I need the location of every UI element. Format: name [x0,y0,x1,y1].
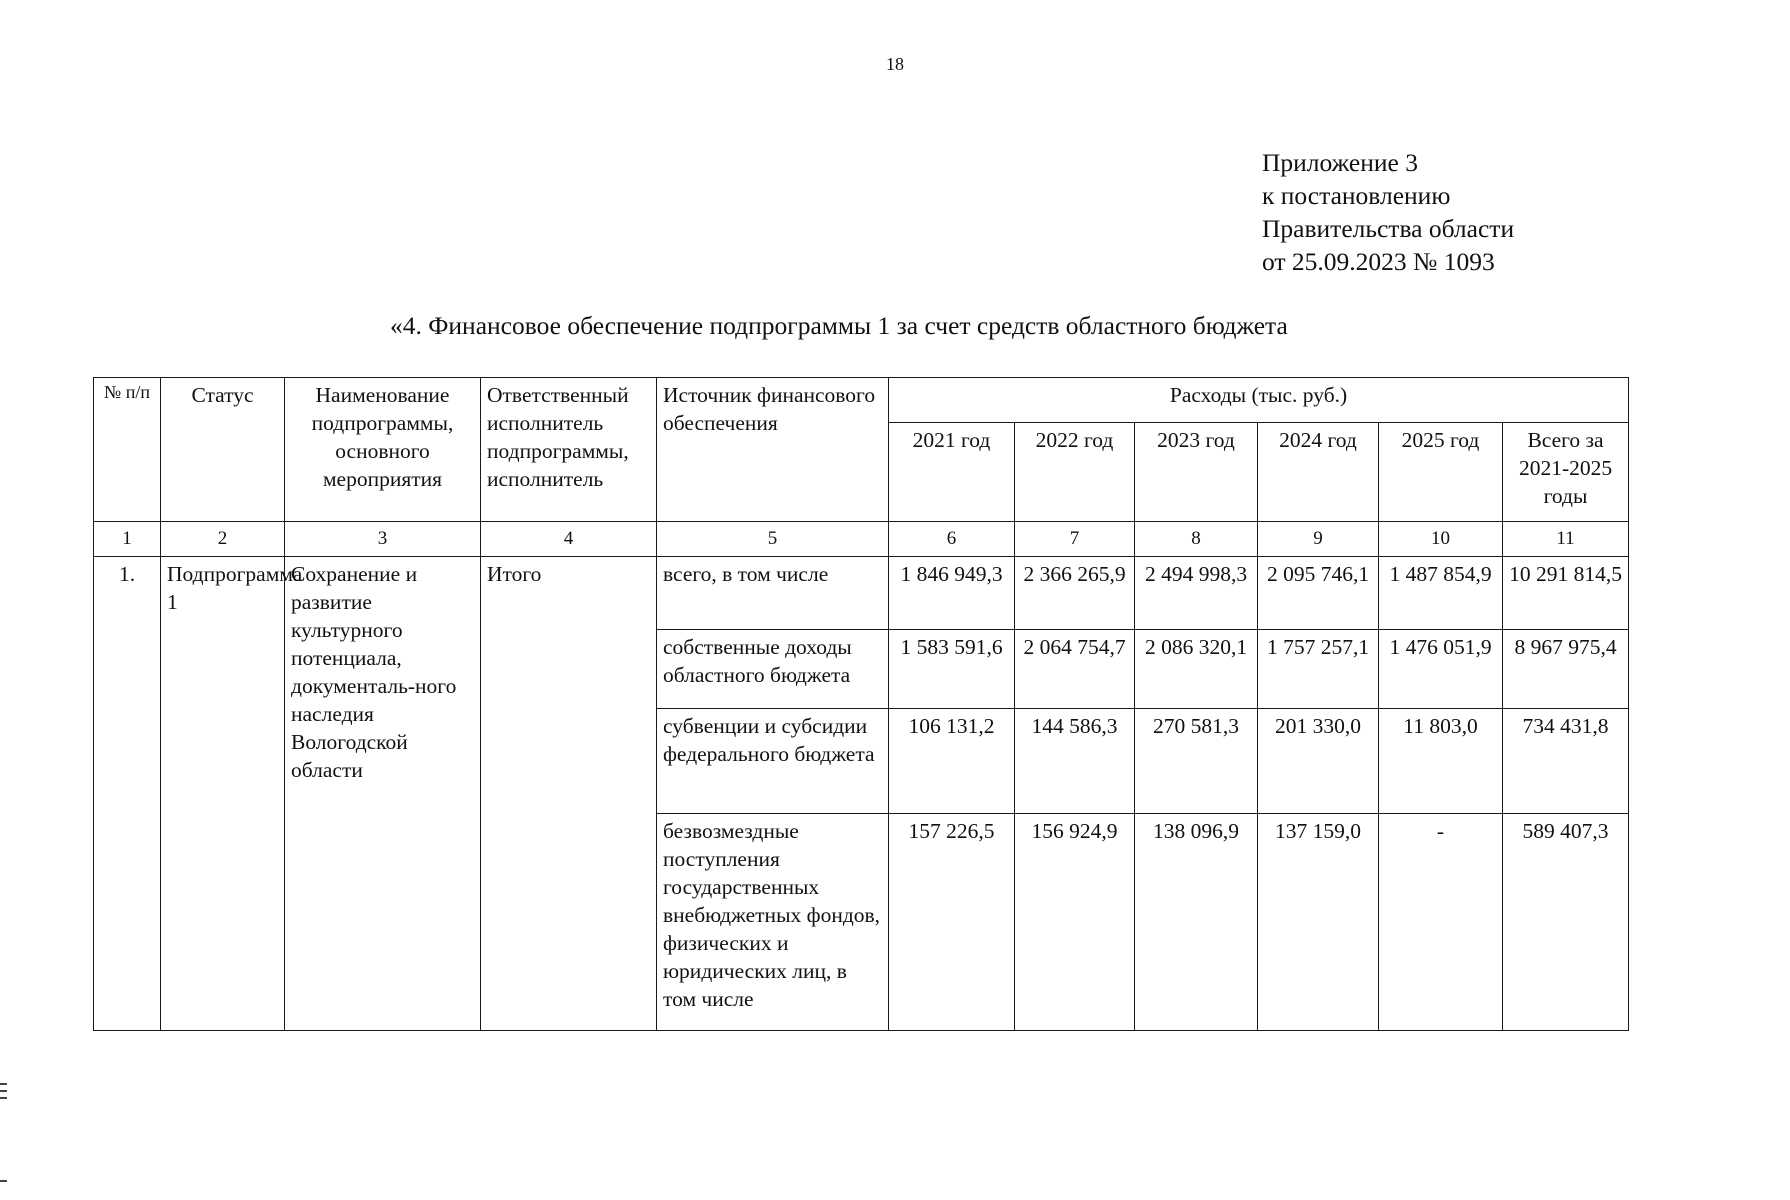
header-year-2022: 2022 год [1015,423,1135,522]
value-2024: 1 757 257,1 [1258,630,1379,709]
financing-table [93,377,1629,1031]
column-number: 11 [1503,522,1629,557]
margin-mark [0,1090,7,1092]
value-2025: 1 487 854,9 [1379,557,1503,630]
value-2023: 2 086 320,1 [1135,630,1258,709]
value-2023: 2 494 998,3 [1135,557,1258,630]
header-row [94,378,1629,423]
value-2021: 106 131,2 [889,709,1015,814]
column-number: 8 [1135,522,1258,557]
value-2023: 138 096,9 [1135,814,1258,1031]
column-numbers-row [94,522,1629,557]
column-number: 6 [889,522,1015,557]
value-total: 8 967 975,4 [1503,630,1629,709]
header-total-years: Всего за 2021-2025 годы [1503,423,1629,522]
header-year-2023: 2023 год [1135,423,1258,522]
source-label: собственные доходы областного бюджета [657,630,889,709]
row-num: 1. [94,557,161,1031]
value-total: 734 431,8 [1503,709,1629,814]
value-2022: 156 924,9 [1015,814,1135,1031]
source-label: всего, в том числе [657,557,889,630]
appendix-line-3: Правительства области [1262,214,1515,243]
header-year-2024: 2024 год [1258,423,1379,522]
header-year-2025: 2025 год [1379,423,1503,522]
source-label: субвенции и субсидии федерального бюджета [657,709,889,814]
column-number: 2 [161,522,285,557]
margin-mark [0,1097,7,1099]
header-source: Источник финансового обеспечения [657,378,889,522]
header-year-2021: 2021 год [889,423,1015,522]
header-executor: Ответственный исполнитель подпрограммы, исполнитель [481,378,657,522]
value-2024: 137 159,0 [1258,814,1379,1031]
margin-mark [0,1180,7,1182]
value-2025: 11 803,0 [1379,709,1503,814]
value-2025: - [1379,814,1503,1031]
row-status: Подпрограмма 1 [161,557,285,1031]
header-num: № п/п [94,378,161,522]
source-label: безвозмездные поступления государственных внебюджетных фондов, физических и юридических лиц, в том числе [657,814,889,1031]
column-number: 3 [285,522,481,557]
page-number: 18 [886,54,904,74]
column-number: 7 [1015,522,1135,557]
table-row-total [94,557,1629,630]
column-number: 10 [1379,522,1503,557]
value-2024: 2 095 746,1 [1258,557,1379,630]
column-number: 5 [657,522,889,557]
value-2021: 157 226,5 [889,814,1015,1031]
value-2025: 1 476 051,9 [1379,630,1503,709]
column-number: 4 [481,522,657,557]
header-status: Статус [161,378,285,522]
header-expenses: Расходы (тыс. руб.) [889,378,1629,423]
document-title: «4. Финансовое обеспечение подпрограммы 1 за счет средств областного бюджета [390,311,1288,340]
value-total: 589 407,3 [1503,814,1629,1031]
value-2021: 1 846 949,3 [889,557,1015,630]
value-2023: 270 581,3 [1135,709,1258,814]
value-2021: 1 583 591,6 [889,630,1015,709]
appendix-line-1: Приложение 3 [1262,148,1418,177]
column-number: 1 [94,522,161,557]
appendix-block [1262,146,1514,278]
header-name: Наименование подпрограммы, основного мероприятия [285,378,481,522]
row-name: Сохранение и развитие культурного потенциала, документаль-ного наследия Вологодской области [285,557,481,1031]
column-number: 9 [1258,522,1379,557]
row-executor: Итого [481,557,657,1031]
value-2022: 144 586,3 [1015,709,1135,814]
appendix-line-2: к постановлению [1262,181,1451,210]
value-total: 10 291 814,5 [1503,557,1629,630]
value-2022: 2 366 265,9 [1015,557,1135,630]
appendix-line-4: от 25.09.2023 № 1093 [1262,247,1495,276]
value-2024: 201 330,0 [1258,709,1379,814]
margin-mark [0,1083,7,1085]
value-2022: 2 064 754,7 [1015,630,1135,709]
